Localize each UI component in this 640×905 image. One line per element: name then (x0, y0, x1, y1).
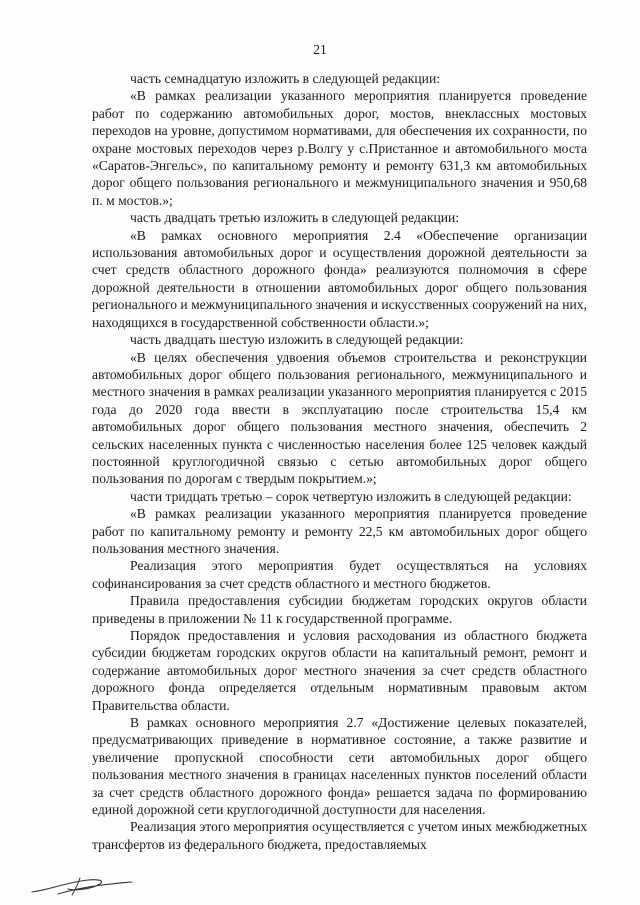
paragraph: Реализация этого мероприятия будет осуществляться на условиях софинансирования за счет средств областного и местного бюджетов. (92, 558, 587, 591)
paragraph: часть двадцать третью изложить в следующей редакции: (130, 210, 460, 226)
paragraph: В рамках основного мероприятия 2.7 «Достижение целевых показателей, предусматривающих приведение в нормативное состояние, а также развитие и увеличение пропускной способности сети автомобильных дорог общего пользования местного значения в границах населенных пунктов поселений области за счет средств областного дорожного фонда» решается задача по формированию единой дорожной сети круглогодичной доступности для населения. (92, 715, 587, 818)
signature-mark (28, 872, 138, 898)
paragraph: «В рамках реализации указанного мероприятия планируется проведение работ по капитальному ремонту и ремонту 22,5 км автомобильных дорог общего пользования местного значения. (92, 506, 587, 556)
page-number: 21 (313, 42, 327, 57)
paragraph: часть двадцать шестую изложить в следующей редакции: (130, 332, 464, 348)
paragraph: Порядок предоставления и условия расходования из областного бюджета субсидии бюджетам городских округов области на капитальный ремонт, ремонт и содержание автомобильных дорог местного значения за счет средств областного дорожного фонда определяется отдельным нормативным правовым актом Правительства области. (92, 628, 587, 713)
paragraph: «В рамках основного мероприятия 2.4 «Обеспечение организации использования автомобильных дорог и осуществления дорожной деятельности за счет средств областного дорожного фонда» реализуются полномочия в сфере дорожной деятельности в отношении автомобильных дорог общего пользования регионального и межмуниципального значения и искусственных сооружений на них, находящихся в государственной собственности области.»; (92, 227, 587, 330)
paragraph: «В целях обеспечения удвоения объемов строительства и реконструкции автомобильных дорог общего пользования регионального, межмуниципального и местного значения в рамках реализации указанного мероприятия планируется с 2015 года до 2020 года ввести в эксплуатацию после строительства 15,4 км автомобильных дорог общего пользования местного значения, обеспечить 2 сельских населенных пункта с численностью населения более 125 человек каждый постоянной круглогодичной связью с сетью автомобильных дорог общего пользования по дорогам с твердым покрытием.»; (92, 349, 587, 487)
paragraph: Правила предоставления субсидии бюджетам городских округов области приведены в приложении № 11 к государственной программе. (92, 593, 587, 626)
paragraph: Реализация этого мероприятия осуществляется с учетом иных межбюджетных трансфертов из федерального бюджета, предоставляемых (92, 819, 587, 852)
paragraph: часть семнадцатую изложить в следующей редакции: (130, 71, 441, 86)
paragraph: «В рамках реализации указанного мероприятия планируется проведение работ по содержанию автомобильных дорог, мостов, внеклассных мостовых переходов на уровне, допустимом нормативами, для обеспечения их сохранности, по охране мостовых переходов через р.Волгу у с.Пристанное и автомобильного моста «Саратов-Энгельс», по капитальному ремонту и ремонту 631,3 км автомобильных дорог общего пользования регионального и межмуниципального значения и 950,68 п. м мостов.»; (92, 88, 587, 208)
document-body (92, 70, 587, 853)
paragraph: части тридцать третью – сорок четвертую изложить в следующей редакции: (130, 488, 572, 504)
